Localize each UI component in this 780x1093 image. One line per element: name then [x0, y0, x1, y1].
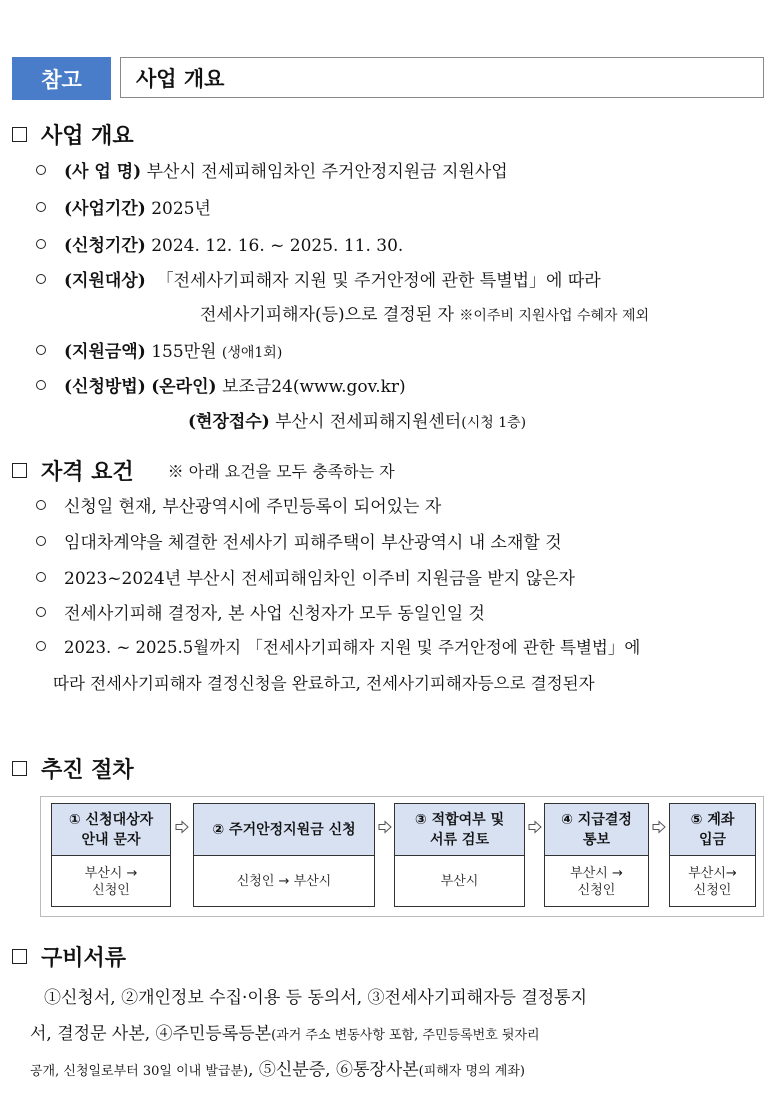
- section-title: 사업 개요: [41, 124, 134, 149]
- overview-item-method: [36, 372, 406, 397]
- step-actor-line: 신청인: [577, 882, 616, 898]
- step-title: [670, 804, 755, 856]
- circle-bullet-icon: [36, 380, 46, 390]
- circle-bullet-icon: [36, 607, 46, 617]
- step-title: [395, 804, 524, 856]
- section-documents-heading: [12, 941, 126, 972]
- item-label: (신청방법): [64, 377, 146, 397]
- circle-bullet-icon: [36, 572, 46, 582]
- item-value: 155만원: [151, 342, 217, 362]
- step-actor: [670, 856, 755, 907]
- arrow-right-icon: [528, 820, 542, 834]
- circle-bullet-icon: [36, 641, 46, 651]
- circle-bullet-icon: [36, 274, 46, 284]
- item-label: (사업기간): [64, 199, 146, 219]
- item-sublabel: (현장접수): [188, 412, 270, 432]
- documents-line: [30, 1055, 525, 1080]
- overview-item-apply-period: [36, 231, 403, 256]
- item-value: 「전세사기피해자 지원 및 주거안정에 관한 특별법」에 따라: [156, 271, 601, 291]
- procedure-step: [193, 803, 375, 907]
- step-title-line: ⑤ 계좌: [690, 811, 735, 828]
- header-title: 사업 개요: [120, 57, 764, 98]
- step-actor: [194, 856, 374, 907]
- circle-bullet-icon: [36, 202, 46, 212]
- procedure-step: [669, 803, 756, 907]
- eligibility-item: [36, 599, 485, 624]
- section-overview-heading: [12, 119, 134, 150]
- overview-item-period: [36, 194, 211, 219]
- step-actor-line: 신청인: [92, 882, 130, 898]
- square-bullet-icon: [12, 949, 27, 964]
- square-bullet-icon: [12, 761, 27, 776]
- square-bullet-icon: [12, 463, 27, 478]
- overview-item-target: [36, 266, 601, 291]
- documents-note: (피해자 명의 계좌): [418, 1064, 525, 1079]
- arrow-right-icon: [652, 820, 666, 834]
- item-text: 신청일 현재, 부산광역시에 주민등록이 되어있는 자: [64, 497, 442, 517]
- item-note: (시청 1층): [461, 415, 527, 431]
- step-actor: [395, 856, 524, 907]
- item-label: (지원금액): [64, 342, 146, 362]
- documents-line: [30, 1019, 540, 1044]
- step-actor: [52, 856, 170, 907]
- eligibility-item: [36, 528, 562, 553]
- arrow-right-icon: [378, 820, 392, 834]
- item-text: 전세사기피해 결정자, 본 사업 신청자가 모두 동일인일 것: [64, 604, 485, 624]
- item-text: 따라 전세사기피해자 결정신청을 완료하고, 전세사기피해자등으로 결정된자: [53, 674, 595, 693]
- step-title: [194, 804, 374, 856]
- step-title-line: 안내 문자: [81, 831, 141, 848]
- item-text: 2023~2024년 부산시 전세피해임차인 이주비 지원금을 받지 않은자: [64, 569, 575, 589]
- step-title: [52, 804, 170, 856]
- item-value: 보조금24(www.gov.kr): [221, 377, 406, 397]
- step-actor: [545, 856, 648, 907]
- item-value: 2025년: [151, 199, 211, 219]
- documents-text: ①신청서, ②개인정보 수집·이용 등 동의서, ③전세사기피해자등 결정통지: [44, 988, 588, 1008]
- documents-text: 서, 결정문 사본, ④주민등록등본: [30, 1024, 272, 1044]
- circle-bullet-icon: [36, 239, 46, 249]
- item-text: 2023. ~ 2025.5월까지 「전세사기피해자 지원 및 주거안정에 관한 특별법」에: [64, 638, 641, 657]
- documents-line: [44, 983, 587, 1008]
- step-title-line: 입금: [698, 831, 727, 848]
- circle-bullet-icon: [36, 500, 46, 510]
- step-title-line: ② 주거안정지원금 신청: [212, 821, 356, 838]
- item-value: 2024. 12. 16. ~ 2025. 11. 30.: [151, 236, 404, 256]
- step-actor-line: 신청인 → 부산시: [236, 874, 332, 889]
- step-title-line: ① 신청대상자: [68, 811, 154, 828]
- item-label: (신청기간): [64, 236, 146, 256]
- overview-item-amount: [36, 337, 282, 362]
- item-value: 부산시 전세피해지원센터: [275, 412, 462, 432]
- step-actor-line: 부산시 →: [570, 865, 623, 881]
- arrow-right-icon: [175, 820, 189, 834]
- documents-text: , ⑤신분증, ⑥통장사본: [248, 1060, 419, 1080]
- documents-note: 공개, 신청일로부터 30일 이내 발급분): [30, 1064, 249, 1079]
- overview-item-target-cont: [200, 300, 649, 325]
- step-title: [545, 804, 648, 856]
- procedure-step: [51, 803, 171, 907]
- eligibility-item-cont: [53, 670, 595, 694]
- step-actor-line: 신청인: [693, 882, 732, 898]
- item-sublabel: (온라인): [151, 377, 217, 397]
- item-label: (사 업 명): [64, 162, 142, 182]
- item-note: (생애1회): [221, 345, 283, 361]
- circle-bullet-icon: [36, 536, 46, 546]
- section-title: 구비서류: [41, 946, 127, 971]
- step-title-line: 통보: [582, 831, 611, 848]
- section-title: 자격 요건: [41, 460, 134, 485]
- step-title-line: 서류 검토: [430, 831, 489, 848]
- step-actor-line: 부산시 →: [84, 865, 138, 881]
- item-value-cont: 전세사기피해자(등)으로 결정된 자: [200, 305, 454, 325]
- step-actor-line: 부산시→: [688, 865, 737, 881]
- eligibility-item: [36, 492, 441, 517]
- step-actor-line: 부산시: [440, 874, 479, 889]
- section-procedure-heading: [12, 753, 134, 784]
- step-title-line: ③ 적합여부 및: [414, 811, 505, 828]
- item-value: 부산시 전세피해임차인 주거안정지원금 지원사업: [146, 162, 508, 182]
- square-bullet-icon: [12, 127, 27, 142]
- circle-bullet-icon: [36, 165, 46, 175]
- item-label: (지원대상): [64, 271, 146, 291]
- reference-tag: 참고: [12, 57, 111, 100]
- procedure-flow: [40, 796, 764, 917]
- eligibility-item: [36, 634, 640, 658]
- reference-header: [12, 57, 764, 100]
- item-note: ※이주비 지원사업 수혜자 제외: [459, 308, 650, 324]
- section-title: 추진 절차: [41, 758, 134, 783]
- overview-item-method-onsite: [188, 407, 526, 432]
- documents-note: (과거 주소 변동사항 포함, 주민등록번호 뒷자리: [271, 1028, 540, 1043]
- procedure-step: [394, 803, 525, 907]
- section-note: ※ 아래 요건을 모두 충족하는 자: [167, 462, 395, 481]
- step-title-line: ④ 지급결정: [561, 811, 632, 828]
- procedure-step: [544, 803, 649, 907]
- overview-item-name: [36, 157, 508, 182]
- item-text: 임대차계약을 체결한 전세사기 피해주택이 부산광역시 내 소재할 것: [64, 533, 562, 553]
- circle-bullet-icon: [36, 345, 46, 355]
- eligibility-item: [36, 564, 575, 589]
- section-eligibility-heading: [12, 455, 395, 486]
